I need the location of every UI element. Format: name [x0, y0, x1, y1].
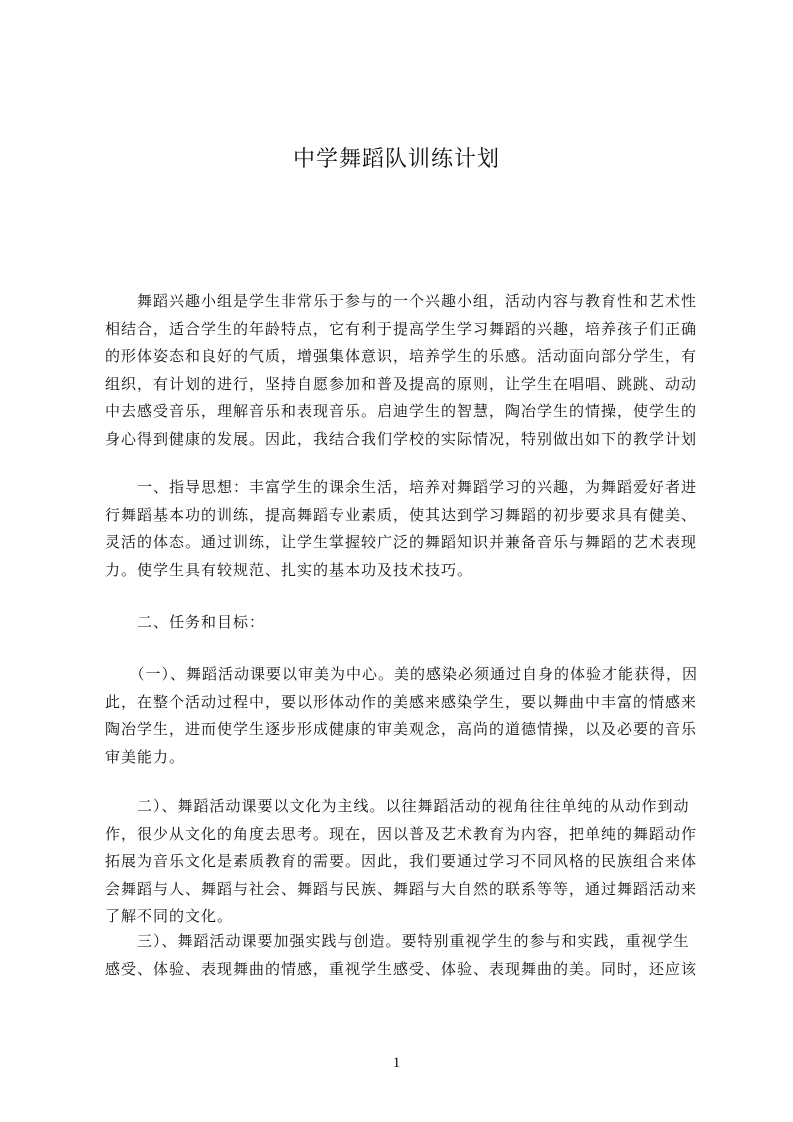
paragraph-line: 的形体姿态和良好的气质，增强集体意识，培养学生的乐感。活动面向部分学生，有 — [105, 347, 698, 366]
paragraph-line: 灵活的体态。通过训练，让学生掌握较广泛的舞蹈知识并兼备音乐与舞蹈的艺术表现 — [105, 533, 698, 552]
paragraph-line: 组织，有计划的进行，坚持自愿参加和普及提高的原则，让学生在唱唱、跳跳、动动 — [105, 374, 698, 393]
paragraph-line: 二）、舞蹈活动课要以文化为主线。以往舞蹈活动的视角往往单纯的从动作到动 — [105, 797, 690, 815]
paragraph-line: 相结合，适合学生的年龄特点，它有利于提高学生学习舞蹈的兴趣，培养孩子们正确 — [105, 319, 698, 338]
paragraph-line: 陶冶学生，进而使学生逐步形成健康的审美观念，高尚的道德情操，以及必要的音乐 — [105, 720, 698, 739]
paragraph-line: 行舞蹈基本功的训练，提高舞蹈专业素质，使其达到学习舞蹈的初步要求具有健美、 — [105, 505, 698, 524]
paragraph-line: 舞蹈兴趣小组是学生非常乐于参与的一个兴趣小组，活动内容与教育性和艺术性 — [105, 292, 698, 310]
paragraph-line: 身心得到健康的发展。因此，我结合我们学校的实际情况，特别做出如下的教学计划 — [105, 430, 698, 448]
paragraph-line: 二、任务和目标： — [105, 613, 266, 631]
paragraph-line: 拓展为音乐文化是素质教育的需要。因此，我们要通过学习不同风格的民族组合来体 — [105, 852, 698, 871]
paragraph-line: 审美能力。 — [105, 747, 186, 766]
paragraph-line: 了解不同的文化。 — [105, 907, 234, 926]
paragraph-line: 中去感受音乐，理解音乐和表现音乐。启迪学生的智慧，陶冶学生的情操，使学生的 — [105, 402, 698, 421]
paragraph-line: 会舞蹈与人、舞蹈与社会、舞蹈与民族、舞蹈与大自然的联系等等，通过舞蹈活动来 — [105, 879, 698, 898]
page-title: 中学舞蹈队训练计划 — [292, 147, 500, 172]
paragraph-line: 作，很少从文化的角度去思考。现在，因以普及艺术教育为内容，把单纯的舞蹈动作 — [105, 824, 698, 843]
paragraph-line: 三）、舞蹈活动课要加强实践与创造。要特别重视学生的参与和实践，重视学生 — [105, 932, 690, 950]
paragraph-line: 一、指导思想：丰富学生的课余生活，培养对舞蹈学习的兴趣，为舞蹈爱好者进 — [105, 478, 698, 496]
paragraph-line: 此，在整个活动过程中，要以形体动作的美感来感染学生，要以舞曲中丰富的情感来 — [105, 692, 698, 711]
paragraph-line: （一）、舞蹈活动课要以审美为中心。美的感染必须通过自身的体验才能获得，因 — [105, 665, 698, 683]
paragraph-line: 力。使学生具有较规范、扎实的基本功及技术技巧。 — [105, 560, 474, 579]
paragraph-line: 感受、体验、表现舞曲的情感，重视学生感受、体验、表现舞曲的美。同时，还应该 — [105, 959, 698, 978]
page-number: 1 — [392, 1055, 401, 1071]
